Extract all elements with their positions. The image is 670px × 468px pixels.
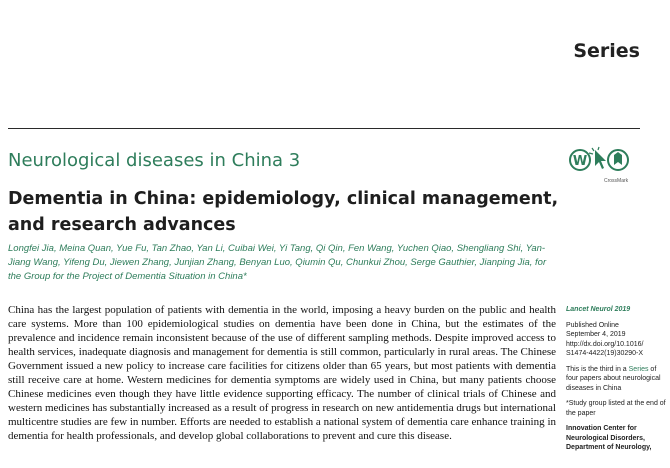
crossmark-icon[interactable] <box>608 150 628 170</box>
section-title: Neurological diseases in China 3 <box>8 150 301 171</box>
journal-citation: Lancet Neurol 2019 <box>566 306 631 313</box>
series-note-post: of four papers about neurological diseases in China <box>566 365 661 392</box>
header-divider <box>8 128 640 129</box>
doi-link-line1[interactable]: http://dx.doi.org/10.1016/ <box>566 340 644 348</box>
abstract-text: China has the largest population of patients with dementia in the world, imposing a heavy burden on the public and health care systems. More than 100 epidemiological studies on dementia have been done in China, but the estimates of the prevalence and incidence remain inconsistent because of the use of different sampling methods. Despite improved access to health services, inadequate diagnosis and management for dementia is still common, particularly in rural areas. The Chinese Government issued a new policy to increase care facilities for citizens older than 65 years, but most patients with dementia still receive care at home. Western medicines for dementia symptoms are widely used in China, but many patients choose Chinese medicines even though they have little evidence supporting efficacy. The number of clinical trials of Chinese and western medicines has substantially increased as a result of progress in research on new antidementia drugs but international multicentre studies are few in number. Efforts are needed to establish a national system of dementia care enhance training in dementia for health professionals, and develop global collaborations to prevent and cure this disease. <box>8 304 556 442</box>
published-label: Published Online <box>566 321 619 329</box>
article-icons <box>568 146 648 180</box>
affiliation-line3: Department of Neurology, <box>566 444 652 451</box>
series-link[interactable]: Series <box>628 365 649 373</box>
series-label: Series <box>573 40 640 62</box>
article-sidebar <box>566 305 666 453</box>
doi-link-line2[interactable]: S1474-4422(19)30290-X <box>566 350 644 357</box>
author-list: Longfei Jia, Meina Quan, Yue Fu, Tan Zhao, Yan Li, Cuibai Wei, Yi Tang, Qi Qin, Fen Wang, Yuchen Qiao, Shengliang Shi, Yan-Jiang Wang, Yifeng Du, Jiewen Zhang, Junjian Zhang, Benyan Luo, Qiumin Qu, Chunkui Zhou, Serge Gauthier, Jianping Jia, for the Group for the Project of Dementia Situation in China* <box>8 243 547 282</box>
crossmark-label: CrossMark <box>604 178 629 184</box>
svg-text:W: W <box>572 154 588 169</box>
series-note-pre: This is the third in a <box>566 365 629 373</box>
study-group-note: *Study group listed at the end of the paper <box>566 400 666 417</box>
affiliation-line1: Innovation Center for <box>566 425 637 432</box>
article-title: Dementia in China: epidemiology, clinical management, and research advances <box>8 189 559 235</box>
series-note <box>566 365 666 394</box>
published-date: September 4, 2019 <box>566 331 626 338</box>
open-access-w-icon[interactable] <box>570 150 590 170</box>
cursor-icon[interactable] <box>589 147 606 169</box>
affiliation-line2: Neurological Disorders, <box>566 434 645 442</box>
